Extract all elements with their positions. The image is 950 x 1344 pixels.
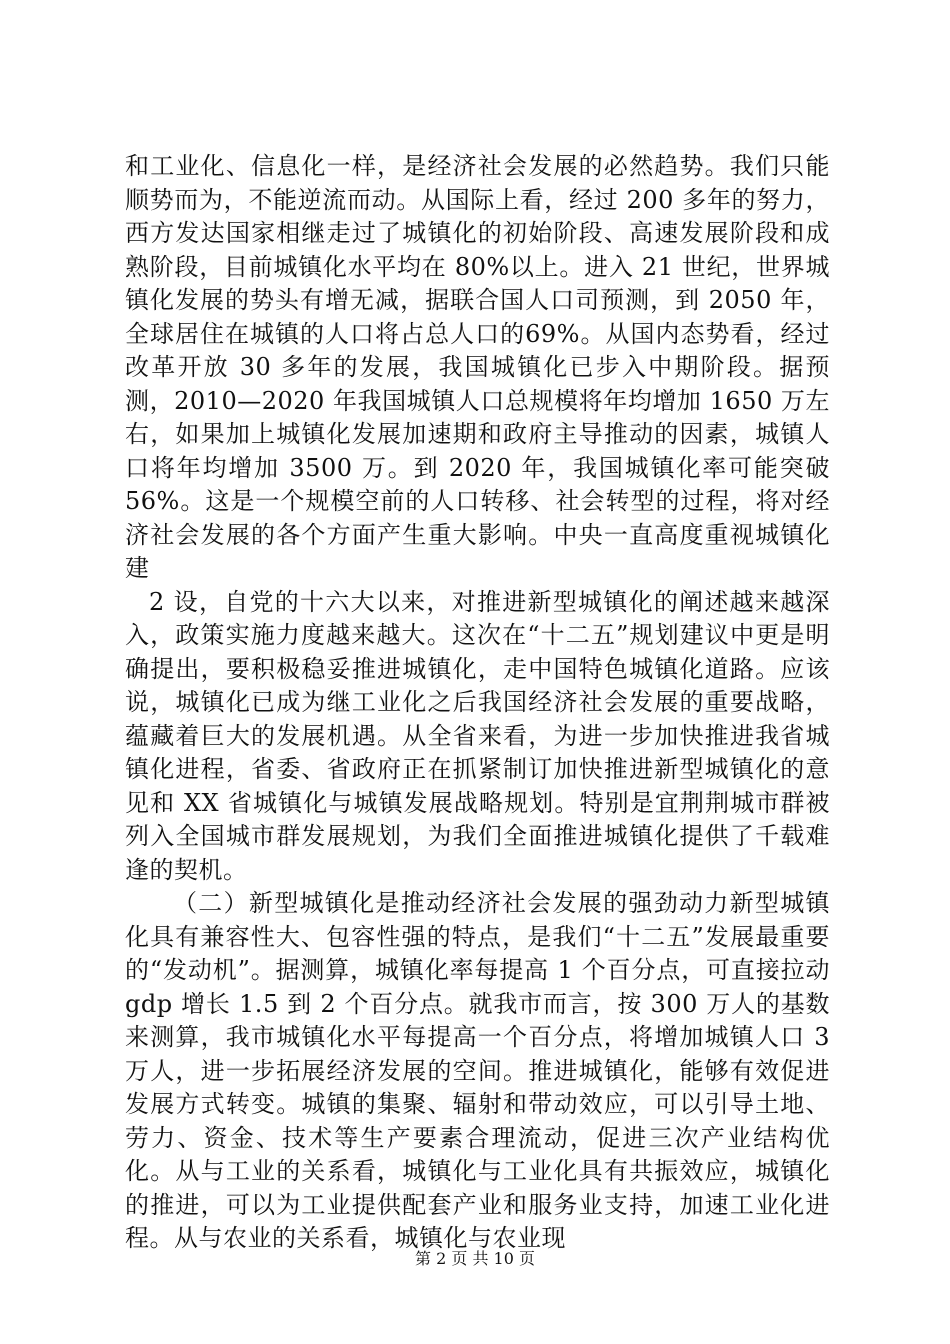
document-body [125, 150, 830, 1256]
paragraph-2: 2 设，自党的十六大以来，对推进新型城镇化的阐述越来越深入，政策实施力度越来越大。这次在“十二五”规划建议中更是明确提出，要积极稳妥推进城镇化，走中国特色城镇化道路。应该说，城镇化已成为继工业化之后我国经济社会发展的重要战略，蕴藏着巨大的发展机遇。从全省来看，为进一步加快推进我省城镇化进程，省委、省政府正在抓紧制订加快推进新型城镇化的意见和 XX 省城镇化与城镇发展战略规划。特别是宜荆荆城市群被列入全国城市群发展规划，为我们全面推进城镇化提供了千载难逢的契机。 [125, 587, 830, 884]
paragraph-1: 和工业化、信息化一样，是经济社会发展的必然趋势。我们只能顺势而为，不能逆流而动。从国际上看，经过 200 多年的努力，西方发达国家相继走过了城镇化的初始阶段、高速发展阶段和成熟阶段，目前城镇化水平均在 80%以上。进入 21 世纪，世界城镇化发展的势头有增无减，据联合国人口司预测，到 2050 年，全球居住在城镇的人口将占总人口的69%。从国内态势看，经过改革开放 30 多年的发展，我国城镇化已步入中期阶段。据预测，2010—2020 年我国城镇人口总规模将年均增加 1650 万左右，如果加上城镇化发展加速期和政府主导推动的因素，城镇人口将年均增加 3500 万。到 2020 年，我国城镇化率可能突破 56%。这是一个规模空前的人口转移、社会转型的过程，将对经济社会发展的各个方面产生重大影响。中央一直高度重视城镇化建 [125, 152, 830, 582]
paragraph-3: （二）新型城镇化是推动经济社会发展的强劲动力新型城镇化具有兼容性大、包容性强的特点，是我们“十二五”发展最重要的“发动机”。据测算，城镇化率每提高 1 个百分点，可直接拉动 gdp 增长 1.5 到 2 个百分点。就我市而言，按 300 万人的基数来测算，我市城镇化水平每提高一个百分点，将增加城镇人口 3 万人，进一步拓展经济发展的空间。推进城镇化，能够有效促进发展方式转变。城镇的集聚、辐射和带动效应，可以引导土地、劳力、资金、技术等生产要素合理流动，促进三次产业结构优化。从与工业的关系看，城镇化与工业化具有共振效应，城镇化的推进，可以为工业提供配套产业和服务业支持，加速工业化进程。从与农业的关系看，城镇化与农业现 [125, 889, 830, 1252]
page-number-footer: 第 2 页 共 10 页 [415, 1249, 535, 1268]
